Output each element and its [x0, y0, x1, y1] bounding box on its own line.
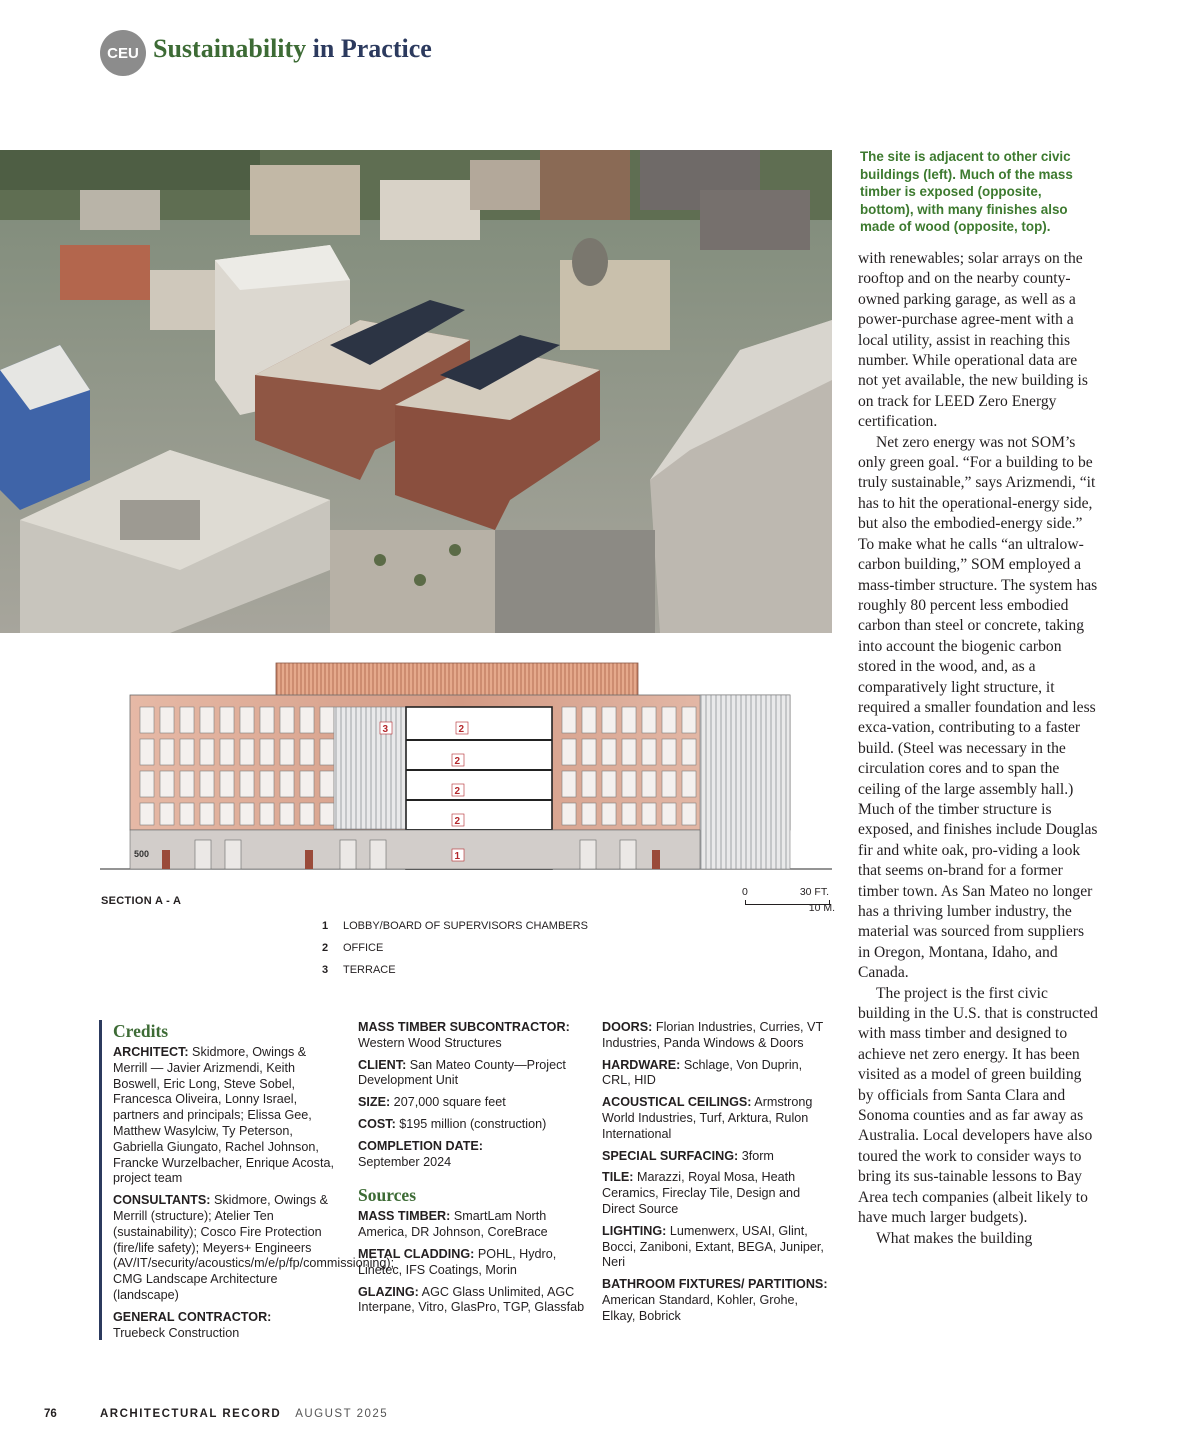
legend-number: 3 [322, 964, 329, 976]
credits-column-2 [358, 1020, 588, 1322]
section-title-part2: in Practice [306, 34, 432, 63]
building-number-sign: 500 [134, 849, 150, 859]
sources-heading: Sources [358, 1185, 417, 1206]
legend-label: LOBBY/BOARD OF SUPERVISORS CHAMBERS [343, 920, 588, 932]
legend-item [322, 959, 588, 981]
aerial-photo [0, 150, 832, 633]
scale-meters: 10 M. [808, 902, 835, 914]
source-item: DOORS: Florian Industries, Curries, VT Industries, Panda Windows & Doors [602, 1020, 823, 1050]
credits-heading: Credits [113, 1021, 169, 1041]
source-item: LIGHTING: Lumenwerx, USAI, Glint, Bocci, Zaniboni, Extant, BEGA, Juniper, Neri [602, 1223, 824, 1270]
source-item: BATHROOM FIXTURES/ PARTITIONS: American Standard, Kohler, Grohe, Elkay, Bobrick [602, 1277, 828, 1323]
body-paragraph: What makes the building [876, 1229, 1033, 1247]
source-item: MASS TIMBER: SmartLam North America, DR Johnson, CoreBrace [358, 1209, 548, 1240]
section-drawing [100, 655, 832, 880]
source-item: ACOUSTICAL CEILINGS: Armstrong World Industries, Turf, Arktura, Rulon International [602, 1095, 813, 1141]
credit-item: ARCHITECT: Skidmore, Owings & Merrill — Javier Arizmendi, Keith Boswell, Eric Long, Steve Sobel, Francesca Oliveira, Lonny Israel, partners and principals; Elissa Gee, Matthew Wasylciw, Ty Peterson, Gabriella Giungato, Rachel Johnson, Francke Wurzelbacher, Enrique Acosta, project team [113, 1045, 334, 1186]
photo-caption: The site is adjacent to other civic buildings (left). Much of the mass timber is exposed (opposite, bottom), with many finishes also made of wood (opposite, top). [860, 149, 1073, 234]
body-paragraph: Net zero energy was not SOM’s only green goal. “For a building to be truly sustainable,” says Arizmendi, “it has to hit the operational-energy side, but also the embodied-energy side.” To make what he calls “an ultralow-carbon building,” SOM employed a mass-timber structure. The system has roughly 80 percent less embodied carbon than steel or concrete, taking into account the biogenic carbon stored in the wood, and, as a comparatively light structure, it required a smaller foundation and less exca-vation, contributing to a faster build. (Steel was necessary in the circulation cores and to span the ceiling of the large assembly hall.) Much of the timber structure is exposed, and finishes include Douglas fir and white oak, pro-viding a look that seems on-brand for a former timber town. As San Mateo no longer has a thriving lumber industry, the material was sourced from suppliers in Oregon, Montana, Idaho, and Canada. [858, 433, 1098, 982]
legend-number: 1 [322, 920, 329, 932]
credits-column-3 [602, 1020, 834, 1331]
floor-tag: 3 [382, 724, 389, 735]
credit-item: MASS TIMBER SUBCONTRACTOR: Western Wood Structures [358, 1020, 570, 1050]
credits-rule [99, 1020, 102, 1340]
drawing-legend [322, 915, 588, 981]
floor-tag: 1 [454, 851, 461, 862]
body-text [858, 249, 1098, 1249]
legend-item [322, 937, 588, 959]
floor-tag: 2 [454, 786, 461, 797]
body-paragraph: The project is the first civic building in the U.S. that is constructed with mass timber and designed to achieve net zero energy. It has been visited as a model of green building by officials from Santa Clara and Sonoma counties and as far away as Australia. Local developers have also toured the work to consider ways to bring its sus-tainable lessons to Bay Area tech companies (albeit likely to have much larger budgets). [858, 984, 1098, 1227]
scale-zero: 0 [742, 886, 748, 898]
legend-label: OFFICE [343, 942, 384, 954]
section-label: SECTION A - A [101, 895, 182, 907]
floor-tag: 2 [454, 756, 461, 767]
scale-bar [740, 886, 835, 916]
source-item: GLAZING: AGC Glass Unlimited, AGC Interpane, Vitro, GlasPro, TGP, Glassfab [358, 1284, 585, 1315]
source-item: SPECIAL SURFACING: 3form [602, 1148, 774, 1163]
section-title [153, 34, 432, 64]
credit-item: COST: $195 million (construction) [358, 1116, 547, 1131]
magazine-name: ARCHITECTURAL RECORD [100, 1408, 282, 1420]
body-paragraph: with renewables; solar arrays on the rooftop and on the nearby county-owned parking garage, as well as a power-purchase agree-ment with a local utility, assist in reaching this number. While operational data are not yet available, the new building is on track for LEED Zero Energy certification. [858, 250, 1088, 431]
source-item: METAL CLADDING: POHL, Hydro, Linetec, IFS Coatings, Morin [358, 1246, 557, 1277]
floor-tag: 2 [454, 816, 461, 827]
credit-item: SIZE: 207,000 square feet [358, 1095, 506, 1110]
page-number: 76 [44, 1408, 57, 1420]
ceu-badge: CEU [100, 30, 146, 76]
legend-number: 2 [322, 942, 329, 954]
page-footer [44, 1408, 388, 1420]
credits-box [99, 1020, 839, 1340]
credit-item: CONSULTANTS: Skidmore, Owings & Merrill (structure); Atelier Ten (sustainability); Cosco Fire Protection (fire/life safety); Meyers+ Engineers (AV/IT/security/acoustics/m/e/p/fp/commissioning); CMG Landscape Architecture (landscape) [113, 1193, 395, 1302]
credit-item: GENERAL CONTRACTOR: Truebeck Construction [113, 1309, 272, 1340]
source-item: TILE: Marazzi, Royal Mosa, Heath Ceramics, Fireclay Tile, Design and Direct Source [602, 1170, 801, 1216]
legend-item [322, 915, 588, 937]
scale-feet: 30 FT. [799, 886, 829, 898]
legend-label: TERRACE [343, 964, 396, 976]
credit-item: CLIENT: San Mateo County—Project Development Unit [358, 1057, 566, 1088]
source-item: HARDWARE: Schlage, Von Duprin, CRL, HID [602, 1057, 803, 1088]
section-title-part1: Sustainability [153, 34, 307, 63]
section-drawing-illustration [100, 655, 832, 880]
issue-date: AUGUST 2025 [295, 1408, 389, 1420]
aerial-photo-illustration [0, 150, 832, 633]
floor-tag: 2 [458, 724, 465, 735]
credit-item: COMPLETION DATE: September 2024 [358, 1138, 483, 1169]
